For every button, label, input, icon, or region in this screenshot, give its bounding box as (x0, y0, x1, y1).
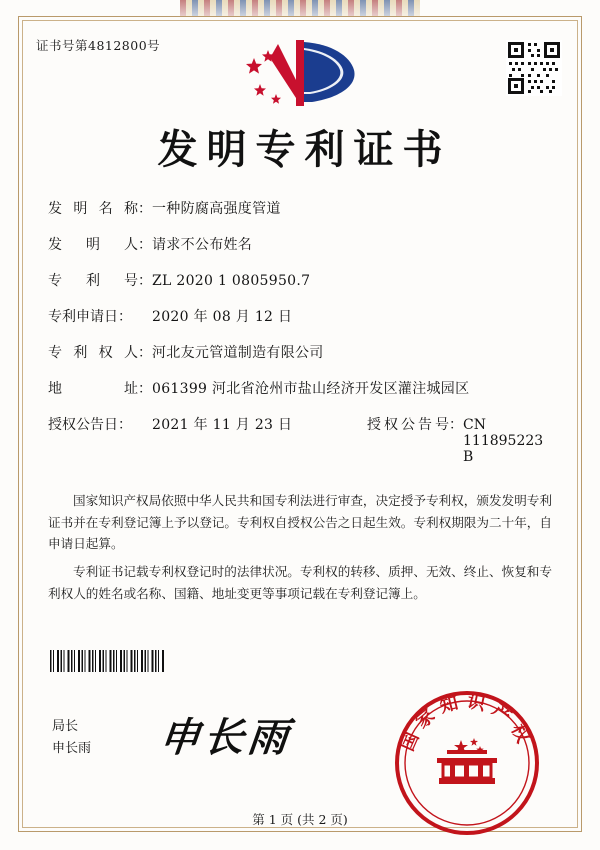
field-value: 请求不公布姓名 (152, 237, 253, 253)
handwritten-signature: 申长雨 (157, 714, 295, 761)
field-value: ZL 2020 1 0805950.7 (152, 273, 311, 289)
field-patentee (48, 342, 552, 362)
field-value-grant-date: 2021 年 11 月 23 日 (152, 417, 293, 433)
field-value: 河北友元管道制造有限公司 (152, 345, 324, 361)
document-title: 发明专利证书 (157, 126, 452, 173)
field-value-grant-number: CN 111895223 B (463, 417, 544, 465)
field-patent-number (48, 270, 552, 290)
director-name: 申长雨 (52, 741, 92, 757)
paragraph-1: 国家知识产权局依照中华人民共和国专利法进行审查，决定授予专利权，颁发发明专利证书并在专利登记簿上予以登记。专利权自授权公告之日起生效。专利权期限为二十年，自申请日起算。 (48, 493, 552, 552)
barcode (50, 650, 164, 672)
field-label: 地 址： (48, 381, 152, 397)
page-footer: 第 1 页 (共 2 页) (252, 812, 348, 827)
legal-text-block (48, 490, 552, 610)
field-value: 一种防腐高强度管道 (152, 201, 281, 217)
field-inventor (48, 234, 552, 254)
field-label: 发 明 人： (48, 237, 152, 253)
cnipa-logo-icon (0, 34, 600, 116)
field-grant-announcement (48, 414, 552, 465)
certificate-number: 证书号第4812800号 (36, 38, 161, 53)
signature-block (52, 716, 91, 760)
field-address (48, 378, 552, 398)
field-label-grant-number: 授 权 公 告 号： (367, 417, 463, 433)
field-label: 专 利 权 人： (48, 345, 152, 361)
fields-list (48, 198, 552, 481)
field-value: 2020 年 08 月 12 日 (152, 309, 293, 325)
top-ornament-strip (180, 0, 420, 16)
svg-text:国家知识产权局: 国家知识产权 (397, 690, 537, 755)
field-label-grant-date: 授权公告日： (48, 417, 132, 433)
field-application-date (48, 306, 552, 326)
field-invention-name (48, 198, 552, 218)
paragraph-2: 专利证书记载专利权登记时的法律状况。专利权的转移、质押、无效、终止、恢复和专利权人的姓名或名称、国籍、地址变更等事项记载在专利登记簿上。 (48, 563, 552, 601)
field-value: 061399 河北省沧州市盐山经济开发区灌注城园区 (152, 381, 470, 397)
director-label: 局长 (52, 719, 79, 734)
field-label: 专利申请日： (48, 309, 132, 325)
field-label: 发 明 名 称： (48, 201, 152, 217)
field-label: 专 利 号： (48, 273, 152, 289)
